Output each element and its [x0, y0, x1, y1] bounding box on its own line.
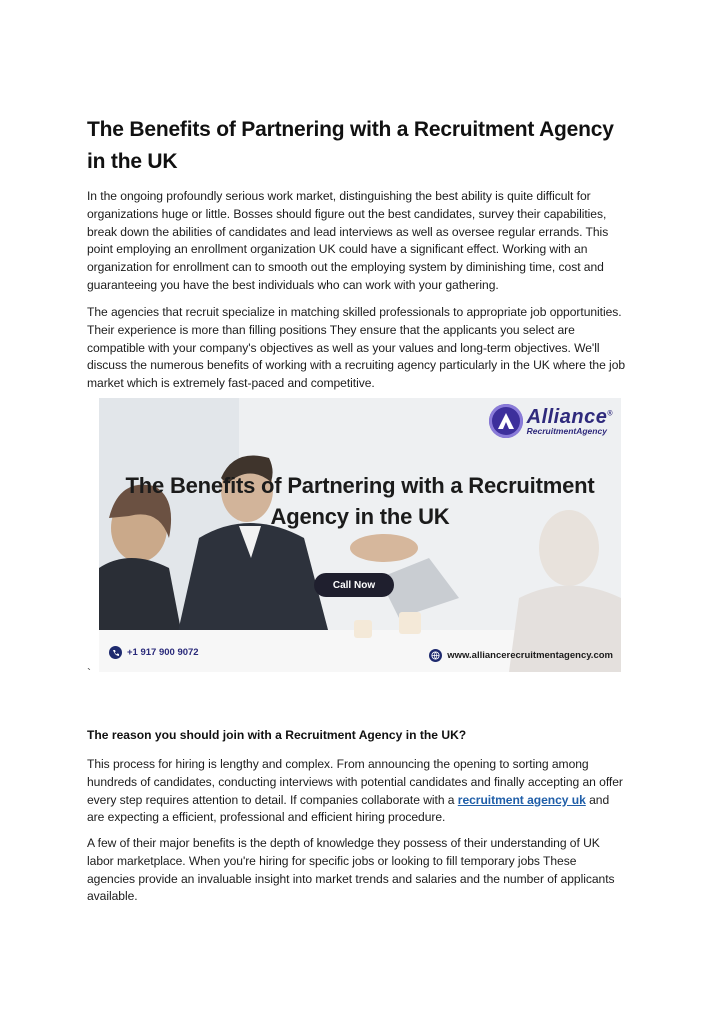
- alliance-logo: [489, 404, 613, 438]
- phone-number: +1 917 900 9072: [127, 647, 199, 658]
- article-banner-image: [99, 398, 621, 672]
- phone-icon: [109, 646, 122, 659]
- paragraph-text: This process for hiring is lengthy and complex. From announcing the opening to sorting among hundreds of candidates, conducting interviews with potential candidates and finally accepting an offer every step requires attention to detail. If companies collaborate with a: [87, 757, 623, 807]
- intro-paragraph: In the ongoing profoundly serious work market, distinguishing the best ability is quite difficult for organizations huge or little. Bosses should figure out the best candidates, survey their capabilities, break down the abilities of candidates and lead interviews as well as oversee regular errands. This point employing an enrollment organization UK could have a significant effect. Working with an organization for enrollment can to smooth out the employing system by diminishing time, cost and guaranteeing you have the best individuals who can work with your gathering.: [87, 189, 609, 292]
- paragraph-text: and are expecting a efficient, professional and efficient hiring procedure.: [87, 792, 610, 825]
- banner-website: [429, 649, 613, 662]
- article-title: The Benefits of Partnering with a Recruitment Agency in the UK: [87, 118, 614, 173]
- benefits-paragraph: A few of their major benefits is the depth of knowledge they possess of their understanding of UK labor marketplace. When you're hiring for specific jobs or looking to fill temporary jobs These agencies provide an invaluable insight into market trends and salaries and the number of applicants available.: [87, 836, 615, 904]
- logo-subtitle: RecruitmentAgency: [526, 425, 607, 436]
- agencies-paragraph: The agencies that recruit specialize in matching skilled professionals to appropriate job opportunities. Their experience is more than filling positions They ensure that the applicants you select are compatible with your company's objectives as well as your values and long-term objectives. We'll discuss the numerous benefits of working with a recruiting agency particularly in the UK where the job market which is extremely fast-paced and competitive.: [87, 305, 626, 391]
- office-meeting-illustration: [99, 398, 621, 672]
- alliance-logo-mark: [489, 404, 523, 438]
- globe-icon: [429, 649, 442, 662]
- section-heading: The reason you should join with a Recruitment Agency in the UK?: [87, 728, 467, 742]
- logo-name: Alliance: [526, 405, 608, 428]
- call-now-button[interactable]: Call Now: [314, 573, 394, 597]
- stray-character: `: [87, 666, 91, 680]
- recruitment-agency-uk-link[interactable]: recruitment agency uk: [457, 792, 586, 807]
- banner-phone: [109, 646, 199, 659]
- banner-title: The Benefits of Partnering with a Recruitment Agency in the UK: [125, 473, 595, 529]
- alliance-logo-text: [527, 407, 613, 436]
- website-url: www.alliancerecruitmentagency.com: [447, 650, 613, 661]
- hiring-process-paragraph: [87, 756, 627, 827]
- registered-mark: ®: [607, 410, 613, 418]
